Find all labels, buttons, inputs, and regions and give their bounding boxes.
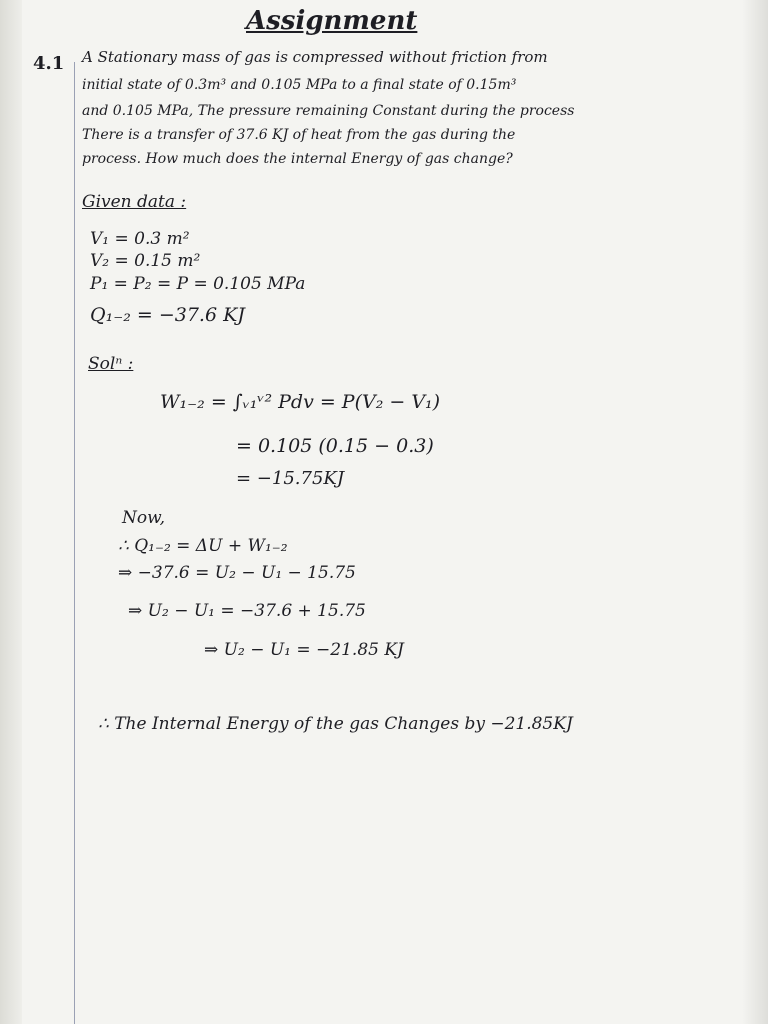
final-answer: ∴ The Internal Energy of the gas Changes by −21.85KJ <box>98 714 573 734</box>
internal-energy-result: ⇒ U₂ − U₁ = −21.85 KJ <box>204 640 404 660</box>
page-right-edge <box>742 0 768 1024</box>
given-item-v2: V₂ = 0.15 m² <box>90 251 201 271</box>
internal-energy-step: ⇒ U₂ − U₁ = −37.6 + 15.75 <box>128 601 366 621</box>
given-item-heat: Q₁₋₂ = −37.6 KJ <box>90 304 245 326</box>
question-line-1: A Stationary mass of gas is compressed without friction from <box>82 48 548 66</box>
first-law-equation: ∴ Q₁₋₂ = ΔU + W₁₋₂ <box>118 536 288 556</box>
question-line-5: process. How much does the internal Energy of gas change? <box>82 151 513 167</box>
given-item-pressure: P₁ = P₂ = P = 0.105 MPa <box>90 274 306 294</box>
given-data-heading: Given data : <box>82 192 187 212</box>
work-substitution: = 0.105 (0.15 − 0.3) <box>236 435 434 457</box>
work-result: = −15.75KJ <box>236 468 345 489</box>
margin-line <box>74 62 75 1024</box>
question-line-3: and 0.105 MPa, The pressure remaining Constant during the process <box>82 103 575 119</box>
page-title: Assignment <box>246 6 418 36</box>
question-line-2: initial state of 0.3m³ and 0.105 MPa to a final state of 0.15m³ <box>82 77 517 93</box>
now-label: Now, <box>122 508 166 528</box>
question-number: 4.1 <box>33 53 65 74</box>
first-law-substitution: ⇒ −37.6 = U₂ − U₁ − 15.75 <box>118 563 356 583</box>
question-line-4: There is a transfer of 37.6 KJ of heat from the gas during the <box>82 127 516 143</box>
given-item-v1: V₁ = 0.3 m² <box>90 229 190 249</box>
solution-heading: Solⁿ : <box>88 354 134 374</box>
work-equation: W₁₋₂ = ∫ᵥ₁ᵛ² Pdv = P(V₂ − V₁) <box>160 391 441 413</box>
binding-edge <box>0 0 22 1024</box>
